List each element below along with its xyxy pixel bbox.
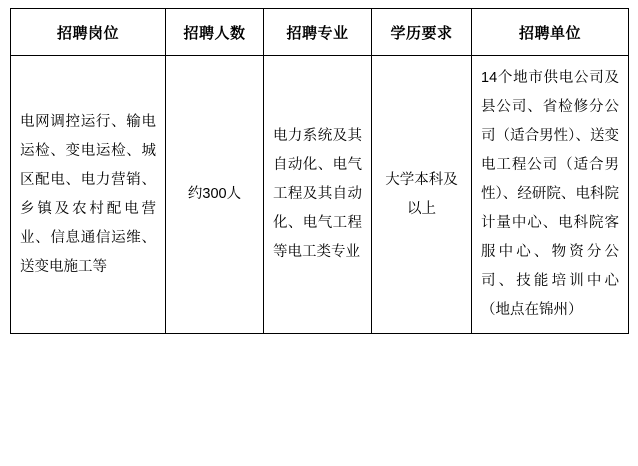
cell-position (11, 56, 166, 334)
cell-education-text: 大学本科及以上 (385, 171, 458, 217)
table-header (11, 9, 629, 56)
table-header-row (11, 9, 629, 56)
column-header-major: 招聘专业 (264, 9, 372, 56)
cell-headcount (166, 56, 264, 334)
column-header-unit: 招聘单位 (472, 9, 629, 56)
cell-headcount-text: 约300人 (187, 186, 242, 202)
cell-position-text: 电网调控运行、输电运检、变电运检、城区配电、电力营销、乡镇及农村配电营业、信息通信运维、送变电施工等 (20, 113, 156, 275)
cell-unit-text: 14个地市供电公司及县公司、省检修分公司（适合男性）、送变电工程公司（适合男性）、经研院、电科院计量中心、电科院客服中心、物资分公司、技能培训中心（地点在锦州） (481, 70, 619, 318)
cell-education (372, 56, 472, 334)
column-header-education: 学历要求 (372, 9, 472, 56)
cell-major-text: 电力系统及其自动化、电气工程及其自动化、电气工程等电工类专业 (273, 128, 362, 260)
table-row (11, 56, 629, 334)
cell-major (264, 56, 372, 334)
cell-unit (472, 56, 629, 334)
column-header-position: 招聘岗位 (11, 9, 166, 56)
table-body (11, 56, 629, 334)
column-header-headcount: 招聘人数 (166, 9, 264, 56)
recruitment-table (10, 8, 629, 334)
